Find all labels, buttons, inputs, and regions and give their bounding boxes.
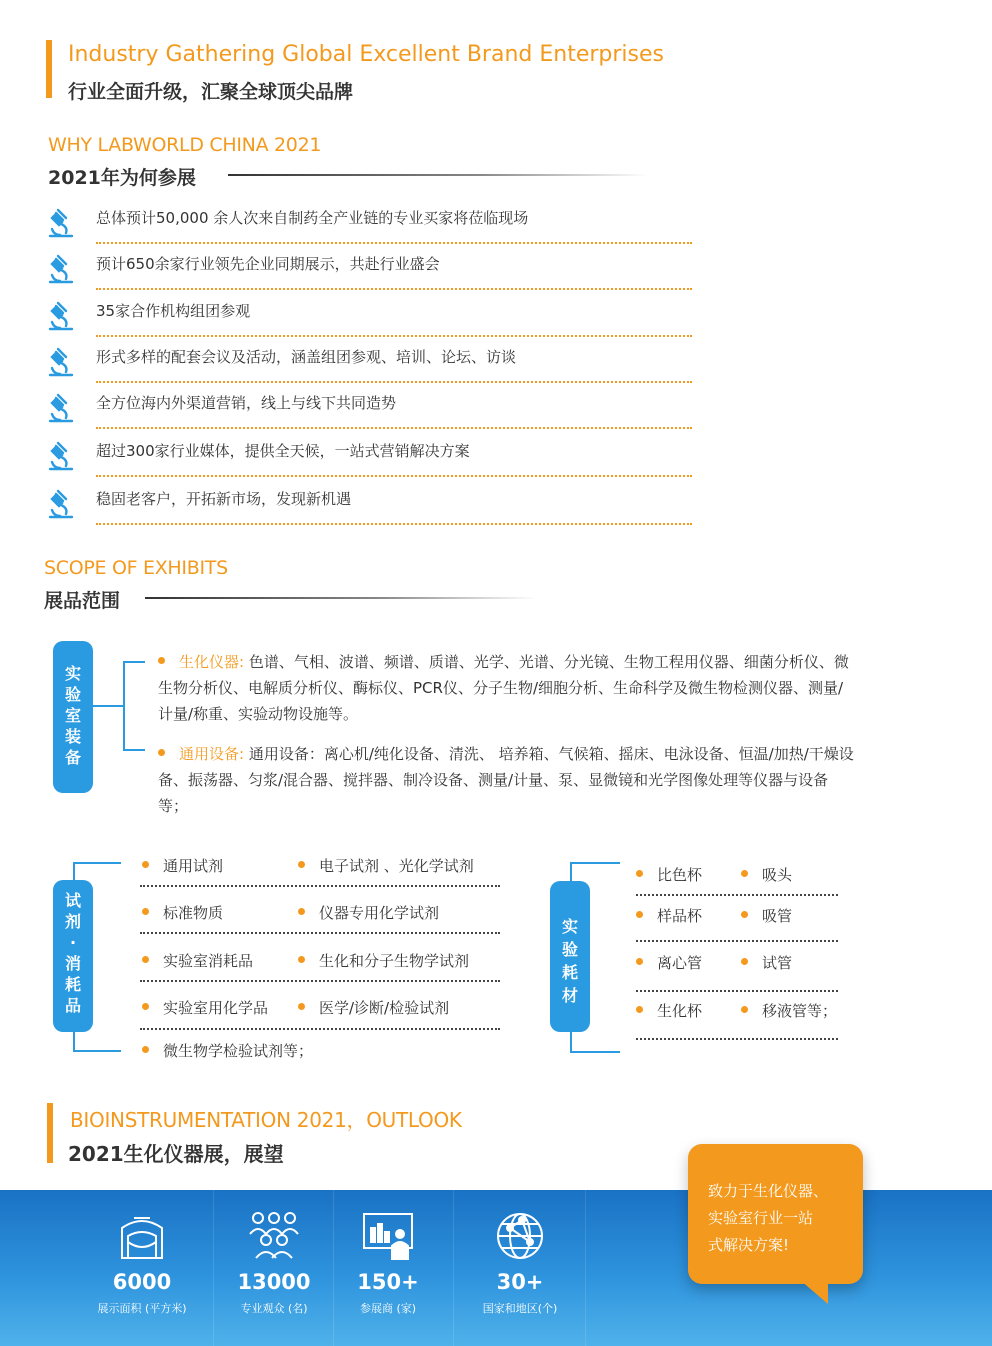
lab-bracket-stem <box>93 705 123 707</box>
reagent-item: 电子试剂 、光化学试剂 <box>298 855 474 876</box>
bullet-dot <box>636 911 643 918</box>
dotted-divider <box>96 335 692 337</box>
dotted-divider <box>96 475 692 477</box>
lab-bracket-bottom <box>123 749 145 751</box>
lab-item-general: 通用设备: 通用设备：离心机/纯化设备、清洗、 培养箱、气候箱、摇床、电泳设备、恒温/加热/干燥设备、振荡器、匀浆/混合器、搅拌器、制冷设备、测量/计量、泵、显微镜和光学图像处理等仪器与设备等； <box>158 745 854 815</box>
stat-label: 展示面积 (平方米) <box>97 1302 187 1315</box>
stat-audience <box>216 1190 332 1346</box>
stat-value: 13000 <box>237 1270 311 1294</box>
stat-exhibitors <box>330 1190 446 1346</box>
bullet-dot <box>142 908 149 915</box>
consumables-label: 实 验 耗 材 <box>550 881 590 1032</box>
why-item-text: 形式多样的配套会议及活动，涵盖组团参观、培训、论坛、访谈 <box>96 348 517 366</box>
dotted-divider <box>636 990 838 992</box>
reagents-bracket-bottom-vertical <box>73 1032 75 1050</box>
consumable-item: 试管 <box>741 952 792 973</box>
dotted-divider <box>140 980 500 982</box>
dotted-divider <box>96 242 692 244</box>
reagent-item: 标准物质 <box>142 902 223 923</box>
dotted-divider <box>140 1028 500 1030</box>
callout-text: 致力于生化仪器、 实验室行业一站 式解决方案! <box>708 1182 829 1254</box>
bullet-dot <box>741 911 748 918</box>
consumable-item: 移液管等； <box>741 1000 837 1021</box>
dotted-divider <box>636 894 838 896</box>
dotted-divider <box>96 427 692 429</box>
dotted-divider <box>636 940 838 942</box>
bullet-dot <box>142 956 149 963</box>
why-item <box>46 201 692 247</box>
callout-bubble <box>688 1144 863 1284</box>
why-item-text: 预计650余家行业领先企业同期展示，共赴行业盛会 <box>96 255 440 273</box>
outlook-title-cn: 2021生化仪器展，展望 <box>68 1142 284 1166</box>
header-title-en: Industry Gathering Global Excellent Brand Enterprises <box>68 42 664 67</box>
stat-value: 6000 <box>112 1270 172 1294</box>
why-item-text: 35家合作机构组团参观 <box>96 302 251 320</box>
exhibition-hall-icon <box>114 1208 170 1264</box>
why-item <box>46 386 692 432</box>
header-title-cn: 行业全面升级，汇聚全球顶尖品牌 <box>68 81 354 103</box>
bullet-dot <box>142 1046 149 1053</box>
reagent-item: 微生物学检验试剂等； <box>142 1040 313 1061</box>
stat-value: 150+ <box>357 1270 419 1294</box>
stat-countries <box>462 1190 578 1346</box>
dotted-divider <box>140 885 500 887</box>
reagent-item: 仪器专用化学试剂 <box>298 902 439 923</box>
callout-tail <box>800 1280 828 1304</box>
dotted-divider <box>96 288 692 290</box>
why-item <box>46 434 692 480</box>
microscope-icon <box>46 207 76 239</box>
bullet-dot <box>298 1003 305 1010</box>
dotted-divider <box>636 1038 838 1040</box>
reagent-item: 生化和分子生物学试剂 <box>298 950 469 971</box>
dotted-divider <box>96 523 692 525</box>
reagent-item: 医学/诊断/检验试剂 <box>298 997 449 1018</box>
dotted-divider <box>96 381 692 383</box>
stat-label: 国家和地区(个) <box>482 1302 558 1315</box>
bullet-dot <box>298 908 305 915</box>
bullet-dot <box>142 861 149 868</box>
bullet-dot <box>636 870 643 877</box>
stat-label: 专业观众 (名) <box>240 1302 308 1315</box>
why-title-en: WHY LABWORLD CHINA 2021 <box>48 134 322 156</box>
globe-network-icon <box>492 1208 548 1264</box>
microscope-icon <box>46 300 76 332</box>
scope-title-en: SCOPE OF EXHIBITS <box>44 557 228 579</box>
consumables-bracket-top <box>570 862 620 864</box>
bullet-dot <box>741 958 748 965</box>
scope-title-cn: 展品范围 <box>44 590 121 612</box>
consumable-item: 吸管 <box>741 905 792 926</box>
consumable-item: 生化杯 <box>636 1000 702 1021</box>
bullet-dot <box>142 1003 149 1010</box>
header-accent-bar <box>46 40 52 98</box>
reagent-item: 实验室用化学品 <box>142 997 268 1018</box>
why-item <box>46 247 692 293</box>
why-item-text: 全方位海内外渠道营销，线上与线下共同造势 <box>96 394 397 412</box>
dotted-divider <box>140 932 500 934</box>
scope-title-rule <box>145 597 537 599</box>
stat-area <box>84 1190 200 1346</box>
why-item-text: 总体预计50,000 余人次来自制药全产业链的专业买家将莅临现场 <box>96 209 529 227</box>
lab-equipment-label: 实 验 室 装 备 <box>53 641 93 793</box>
consumables-bracket-bottom-vertical <box>570 1032 572 1052</box>
reagents-bracket-bottom <box>73 1050 121 1052</box>
why-item <box>46 340 692 386</box>
microscope-icon <box>46 253 76 285</box>
why-item-text: 超过300家行业媒体，提供全天候，一站式营销解决方案 <box>96 442 470 460</box>
stat-divider <box>453 1190 454 1346</box>
stat-value: 30+ <box>496 1270 544 1294</box>
bullet-dot <box>741 1006 748 1013</box>
why-item-text: 稳固老客户，开拓新市场，发现新机遇 <box>96 490 352 508</box>
stat-divider <box>585 1190 586 1346</box>
bullet-dot <box>158 657 165 664</box>
microscope-icon <box>46 392 76 424</box>
consumable-item: 吸头 <box>741 864 792 885</box>
stat-label: 参展商 (家) <box>359 1302 417 1315</box>
microscope-icon <box>46 346 76 378</box>
bullet-dot <box>298 956 305 963</box>
consumable-item: 样品杯 <box>636 905 702 926</box>
bullet-dot <box>636 958 643 965</box>
why-title-rule <box>228 174 648 176</box>
why-title-cn: 2021年为何参展 <box>48 167 196 189</box>
microscope-icon <box>46 440 76 472</box>
lab-item-biochem: 生化仪器: 色谱、气相、波谱、频谱、质谱、光学、光谱、分光镜、生物工程用仪器、细菌分析仪、微生物分析仪、电解质分析仪、酶标仪、PCR仪、分子生物/细胞分析、生命科学及微生物检测仪器、测量/计量/称重、实验动物设施等。 <box>158 653 849 723</box>
why-item <box>46 294 692 340</box>
why-item <box>46 482 692 528</box>
bullet-dot <box>636 1006 643 1013</box>
stat-divider <box>213 1190 214 1346</box>
reagent-item: 实验室消耗品 <box>142 950 253 971</box>
consumable-item: 比色杯 <box>636 864 702 885</box>
consumable-item: 离心管 <box>636 952 702 973</box>
outlook-title-en: BIOINSTRUMENTATION 2021，OUTLOOK <box>70 1108 462 1132</box>
lab-bracket-top <box>123 661 145 663</box>
reagent-item: 通用试剂 <box>142 855 223 876</box>
bullet-dot <box>741 870 748 877</box>
outlook-accent-bar <box>47 1103 53 1163</box>
audience-group-icon <box>244 1208 304 1260</box>
reagents-bracket-top <box>73 862 121 864</box>
microscope-icon <box>46 488 76 520</box>
consumables-bracket-top-vertical <box>570 862 572 881</box>
presentation-board-icon <box>360 1208 416 1264</box>
bullet-dot <box>298 861 305 868</box>
bullet-dot <box>158 749 165 756</box>
lab-bracket-vertical <box>123 661 125 750</box>
reagents-bracket-top-vertical <box>73 862 75 880</box>
consumables-bracket-bottom <box>570 1051 620 1053</box>
reagents-label: 试 剂 · 消 耗 品 <box>53 880 93 1032</box>
